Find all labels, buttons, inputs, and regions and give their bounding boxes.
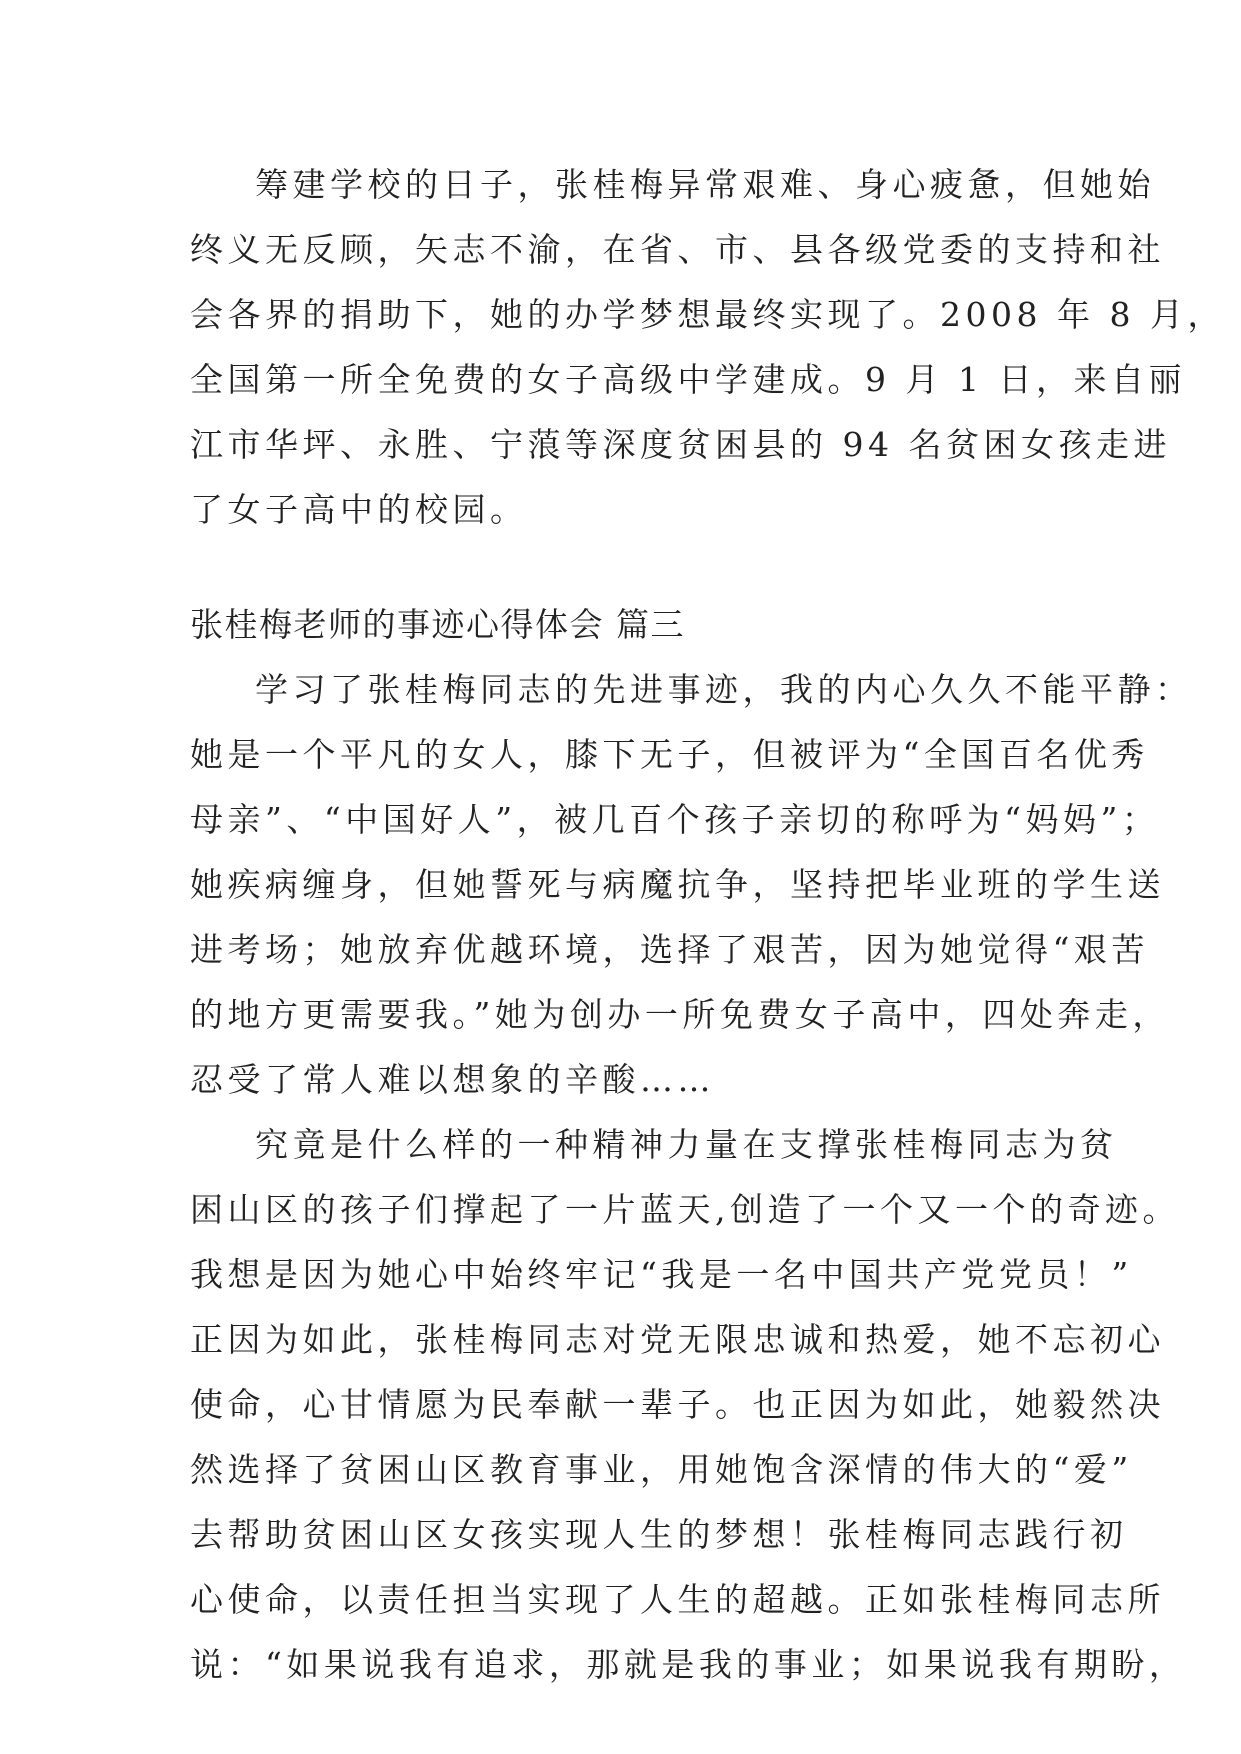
paragraph-1-line-5: 江市华坪、永胜、宁蒗等深度贫困县的 94 名贫困女孩走进: [190, 425, 1171, 464]
paragraph-3-line-7: 去帮助贫困山区女孩实现人生的梦想！张桂梅同志践行初: [190, 1515, 1128, 1554]
paragraph-2-line-1: 学习了张桂梅同志的先进事迹，我的内心久久不能平静：: [255, 670, 1193, 709]
paragraph-3-line-6: 然选择了贫困山区教育事业，用她饱含深情的伟大的“爱”: [190, 1450, 1133, 1489]
paragraph-2-line-3: 母亲”、“中国好人”，被几百个孩子亲切的称呼为“妈妈”；: [190, 800, 1160, 839]
paragraph-2-line-2: 她是一个平凡的女人，膝下无子，但被评为“全国百名优秀: [190, 735, 1149, 774]
paragraph-3-line-5: 使命，心甘情愿为民奉献一辈子。也正因为如此，她毅然决: [190, 1385, 1165, 1424]
paragraph-3-line-3: 我想是因为她心中始终牢记“我是一名中国共产党党员！”: [190, 1255, 1133, 1294]
paragraph-2-line-7: 忍受了常人难以想象的辛酸……: [190, 1060, 715, 1099]
paragraph-2-line-5: 进考场；她放弃优越环境，选择了艰苦，因为她觉得“艰苦: [190, 930, 1149, 969]
paragraph-2-line-4: 她疾病缠身，但她誓死与病魔抗争，坚持把毕业班的学生送: [190, 865, 1165, 904]
paragraph-3-line-1: 究竟是什么样的一种精神力量在支撑张桂梅同志为贫: [255, 1125, 1118, 1164]
paragraph-1-line-3: 会各界的捐助下，她的办学梦想最终实现了。2008 年 8 月，: [190, 295, 1225, 334]
section-heading: 张桂梅老师的事迹心得体会 篇三: [190, 605, 685, 644]
paragraph-2-line-6: 的地方更需要我。”她为创办一所免费女子高中，四处奔走，: [190, 995, 1170, 1034]
paragraph-1-line-2: 终义无反顾，矢志不渝，在省、市、县各级党委的支持和社: [190, 230, 1165, 269]
paragraph-3-line-4: 正因为如此，张桂梅同志对党无限忠诚和热爱，她不忘初心: [190, 1320, 1165, 1359]
paragraph-3-line-9: 说：“如果说我有追求，那就是我的事业；如果说我有期盼，: [190, 1645, 1187, 1684]
paragraph-1-line-1: 筹建学校的日子，张桂梅异常艰难、身心疲惫，但她始: [255, 165, 1155, 204]
paragraph-3-line-8: 心使命，以责任担当实现了人生的超越。正如张桂梅同志所: [190, 1580, 1165, 1619]
paragraph-1-line-4: 全国第一所全免费的女子高级中学建成。9 月 1 日，来自丽: [190, 360, 1186, 399]
paragraph-3-line-2: 困山区的孩子们撑起了一片蓝天,创造了一个又一个的奇迹。: [190, 1190, 1180, 1229]
paragraph-1-line-6: 了女子高中的校园。: [190, 490, 528, 529]
